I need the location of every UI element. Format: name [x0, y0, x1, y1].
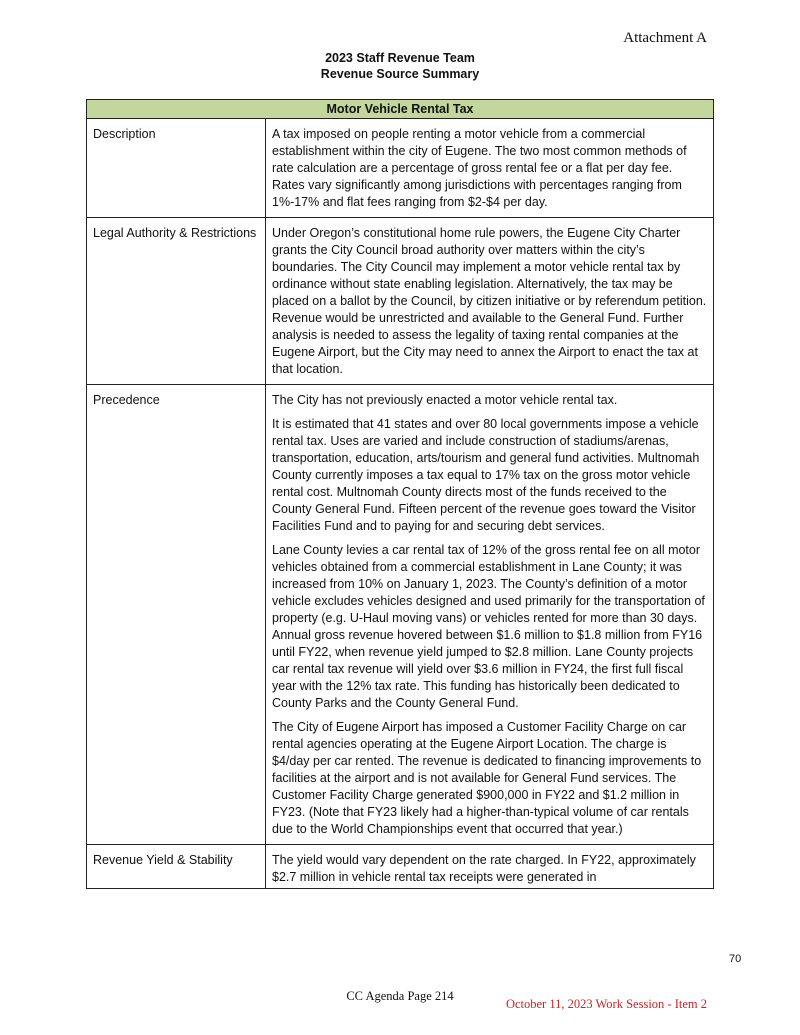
paragraph: Under Oregon’s constitutional home rule powers, the Eugene City Charter grants the City Council broad authority over matters within the city’s boundaries. The City Council may implement a motor vehicle rental tax by ordinance without state enabling legislation. Alternatively, the tax may be placed on a ballot by the Council, by citizen initiative or by referendum petition. Revenue would be unrestricted and available to the General Fund. Further analysis is needed to assess the legality of taxing rental companies at the Eugene Airport, but the City may need to annex the Airport to enact the tax at that location.	[272, 226, 707, 376]
row-content-revenue-yield	[266, 845, 714, 889]
paragraph: Lane County levies a car rental tax of 12% of the gross rental fee on all motor vehicles obtained from a commercial establishment in Lane County; it was increased from 10% on January 1, 2023. The County’s definition of a motor vehicle excludes vehicles designed and used primarily for the transportation of property (e.g. U-Haul moving vans) or vehicles rented for more than 30 days. Annual gross revenue hovered between $1.6 million to $1.8 million from FY16 until FY22, when revenue yield jumped to $2.8 million. Lane County projects car rental tax revenue will yield over $3.6 million in FY24, the first full fiscal year with the 12% tax rate. This funding has historically been dedicated to County Parks and the County General Fund.	[272, 543, 705, 710]
table-row	[87, 385, 714, 845]
page-number: 70	[729, 953, 742, 965]
paragraph: The City of Eugene Airport has imposed a Customer Facility Charge on car rental agencies operating at the Eugene Airport Location. The charge is $4/day per car rented. The revenue is dedicated to financing improvements to facilities at the airport and is not available for General Fund services. The Customer Facility Charge generated $900,000 in FY22 and $1.2 million in FY23. (Note that FY23 likely had a higher-than-typical volume of car rentals due to the World Championships event that occurred that year.)	[272, 720, 702, 836]
table-heading: Motor Vehicle Rental Tax	[87, 100, 714, 119]
title-line-2: Revenue Source Summary	[320, 67, 480, 81]
paragraph: It is estimated that 41 states and over 80 local governments impose a vehicle rental tax. Uses are varied and include construction of stadiums/arenas, transportation, education, arts/tourism and general fund activities. Multnomah County currently imposes a tax equal to 17% tax on the gross motor vehicle rental cost. Multnomah County directs most of the funds received to the County General Fund. Fifteen percent of the revenue goes toward the Visitor Facilities Fund and to paying for and securing debt services.	[272, 417, 700, 533]
table-row	[87, 845, 714, 889]
paragraph: A tax imposed on people renting a motor vehicle from a commercial establishment within the city of Eugene. The two most common methods of rate calculation are a percentage of gross rental fee or a flat per day fee. Rates vary significantly among jurisdictions with percentages ranging from 1%-17% and flat fees ranging from $2-$4 per day.	[272, 127, 687, 209]
row-label-legal-authority: Legal Authority & Restrictions	[87, 218, 266, 385]
attachment-label: Attachment A	[623, 30, 707, 46]
revenue-summary-table	[86, 99, 714, 889]
work-session-label: October 11, 2023 Work Session - Item 2	[505, 997, 707, 1011]
paragraph: The City has not previously enacted a motor vehicle rental tax.	[272, 393, 618, 407]
paragraph: The yield would vary dependent on the rate charged. In FY22, approximately $2.7 million in vehicle rental tax receipts were generated in	[272, 853, 696, 884]
row-label-precedence: Precedence	[87, 385, 266, 845]
document-title	[0, 50, 800, 82]
row-content-precedence	[266, 385, 714, 845]
agenda-page-label: CC Agenda Page 214	[346, 989, 454, 1003]
row-content-legal-authority	[266, 218, 714, 385]
table-row	[87, 119, 714, 218]
row-content-description	[266, 119, 714, 218]
title-line-1: 2023 Staff Revenue Team	[325, 51, 475, 65]
row-label-revenue-yield: Revenue Yield & Stability	[87, 845, 266, 889]
row-label-description: Description	[87, 119, 266, 218]
table-row	[87, 218, 714, 385]
